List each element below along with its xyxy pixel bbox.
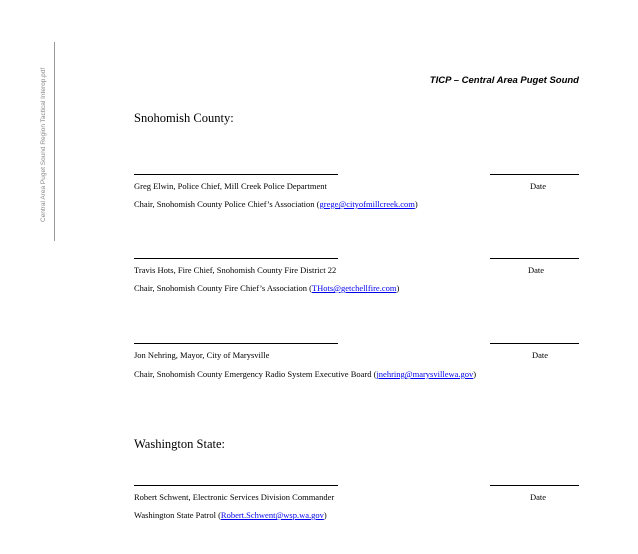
date-line	[490, 343, 579, 344]
signatory-role	[134, 369, 476, 379]
signatory-name: Robert Schwent, Electronic Services Division Commander	[134, 492, 335, 502]
date-line	[490, 258, 579, 259]
email-link[interactable]: Robert.Schwent@wsp.wa.gov	[220, 510, 324, 520]
role-text: Chair, Snohomish County Police Chief’s Association (	[134, 199, 320, 209]
page-header: TICP – Central Area Puget Sound	[429, 75, 579, 86]
section-title-snohomish: Snohomish County:	[134, 111, 234, 125]
email-link[interactable]: jnehring@marysvillewa.gov	[376, 369, 474, 379]
role-text: Washington State Patrol (	[134, 510, 221, 520]
signature-line	[134, 258, 338, 259]
signatory-role	[134, 199, 418, 209]
date-label: Date	[528, 265, 545, 275]
signatory-role	[134, 510, 327, 520]
section-title-washington: Washington State:	[134, 437, 225, 451]
date-line	[490, 174, 579, 175]
signature-line	[134, 174, 338, 175]
document-sidebar	[0, 0, 56, 554]
signatory-name: Jon Nehring, Mayor, City of Marysville	[134, 350, 270, 360]
date-label: Date	[530, 492, 547, 502]
role-suffix: )	[414, 199, 418, 209]
signatory-name: Greg Elwin, Police Chief, Mill Creek Police Department	[134, 181, 327, 191]
date-label: Date	[530, 181, 547, 191]
role-suffix: )	[396, 283, 400, 293]
sidebar-vertical-text: Central Area Puget Sound Region Tactical Interop.pdf	[40, 67, 47, 222]
sidebar-divider	[54, 42, 55, 241]
role-text: Chair, Snohomish County Emergency Radio System Executive Board (	[134, 369, 377, 379]
role-suffix: )	[323, 510, 327, 520]
signatory-name: Travis Hots, Fire Chief, Snohomish County Fire District 22	[134, 265, 337, 275]
signature-line	[134, 343, 338, 344]
role-suffix: )	[473, 369, 477, 379]
signature-line	[134, 485, 338, 486]
date-line	[490, 485, 579, 486]
signatory-role	[134, 283, 399, 293]
email-link[interactable]: grege@cityofmillcreek.com	[319, 199, 415, 209]
email-link[interactable]: THots@getchellfire.com	[311, 283, 397, 293]
role-text: Chair, Snohomish County Fire Chief’s Association (	[134, 283, 312, 293]
date-label: Date	[532, 350, 549, 360]
